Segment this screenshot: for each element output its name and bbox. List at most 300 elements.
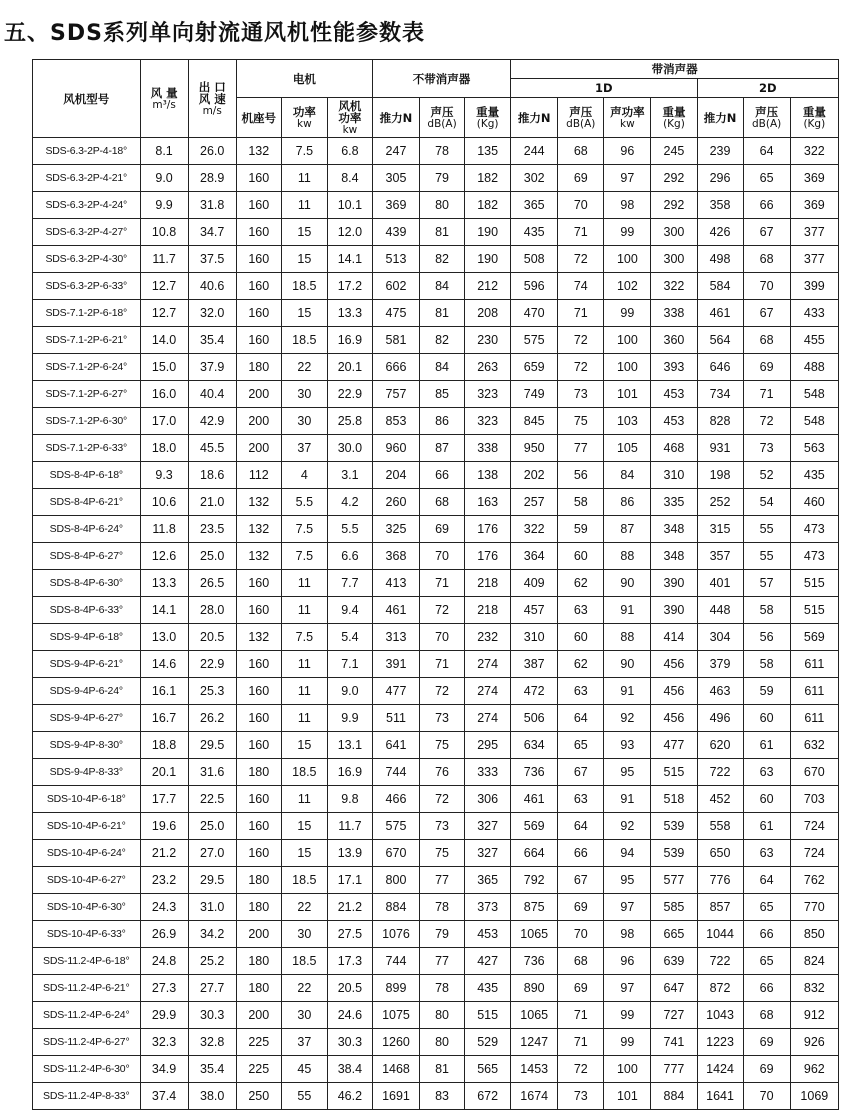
cell-spl-1d: 62 xyxy=(558,651,604,678)
cell-weight-0d: 274 xyxy=(465,678,511,705)
cell-weight-2d: 770 xyxy=(790,894,838,921)
cell-thrust-1d: 575 xyxy=(511,327,558,354)
cell-velocity: 45.5 xyxy=(188,435,236,462)
cell-motor-power: 15 xyxy=(281,300,327,327)
cell-velocity: 32.8 xyxy=(188,1029,236,1056)
cell-weight-1d: 348 xyxy=(651,543,697,570)
cell-thrust-2d: 252 xyxy=(697,489,743,516)
table-row xyxy=(33,489,839,516)
cell-motor-frame: 180 xyxy=(236,948,281,975)
cell-spl-2d: 58 xyxy=(743,597,790,624)
cell-model: SDS-7.1-2P-6-18° xyxy=(33,300,141,327)
cell-velocity: 28.9 xyxy=(188,165,236,192)
cell-sound-power-1d: 100 xyxy=(604,246,651,273)
cell-thrust-0d: 413 xyxy=(372,570,419,597)
cell-motor-frame: 180 xyxy=(236,975,281,1002)
cell-thrust-1d: 244 xyxy=(511,138,558,165)
cell-velocity: 31.0 xyxy=(188,894,236,921)
cell-thrust-2d: 357 xyxy=(697,543,743,570)
cell-model: SDS-8-4P-6-33° xyxy=(33,597,141,624)
cell-sound-power-1d: 88 xyxy=(604,624,651,651)
cell-weight-2d: 473 xyxy=(790,543,838,570)
cell-thrust-2d: 463 xyxy=(697,678,743,705)
table-row xyxy=(33,1002,839,1029)
cell-velocity: 31.6 xyxy=(188,759,236,786)
cell-weight-0d: 306 xyxy=(465,786,511,813)
cell-spl-1d: 66 xyxy=(558,840,604,867)
cell-motor-frame: 160 xyxy=(236,840,281,867)
cell-motor-frame: 132 xyxy=(236,489,281,516)
header-velocity-label: 出 口 风 速 xyxy=(198,79,226,106)
cell-flow: 26.9 xyxy=(140,921,188,948)
cell-spl-0d: 84 xyxy=(420,354,465,381)
cell-flow: 8.1 xyxy=(140,138,188,165)
cell-fan-power: 30.3 xyxy=(327,1029,372,1056)
cell-model: SDS-6.3-2P-6-33° xyxy=(33,273,141,300)
table-row xyxy=(33,705,839,732)
cell-weight-1d: 292 xyxy=(651,165,697,192)
table-row xyxy=(33,948,839,975)
header-thrust-1d: 推力N xyxy=(511,98,558,138)
cell-velocity: 26.0 xyxy=(188,138,236,165)
cell-motor-power: 11 xyxy=(281,192,327,219)
cell-weight-2d: 832 xyxy=(790,975,838,1002)
cell-motor-power: 7.5 xyxy=(281,543,327,570)
cell-sound-power-1d: 94 xyxy=(604,840,651,867)
cell-motor-frame: 225 xyxy=(236,1029,281,1056)
cell-spl-1d: 67 xyxy=(558,759,604,786)
cell-weight-2d: 322 xyxy=(790,138,838,165)
cell-model: SDS-10-4P-6-30° xyxy=(33,894,141,921)
header-spl-0d xyxy=(420,98,465,138)
cell-weight-0d: 515 xyxy=(465,1002,511,1029)
cell-spl-0d: 82 xyxy=(420,246,465,273)
cell-flow: 9.9 xyxy=(140,192,188,219)
cell-thrust-1d: 506 xyxy=(511,705,558,732)
cell-motor-frame: 132 xyxy=(236,516,281,543)
cell-weight-1d: 360 xyxy=(651,327,697,354)
cell-fan-power: 11.7 xyxy=(327,813,372,840)
cell-model: SDS-10-4P-6-33° xyxy=(33,921,141,948)
cell-spl-0d: 73 xyxy=(420,705,465,732)
cell-spl-2d: 57 xyxy=(743,570,790,597)
cell-motor-frame: 200 xyxy=(236,435,281,462)
cell-spl-1d: 71 xyxy=(558,1002,604,1029)
cell-weight-0d: 323 xyxy=(465,381,511,408)
header-sound-power-1d-unit: kw xyxy=(620,117,635,130)
header-spl-2d xyxy=(743,98,790,138)
cell-fan-power: 25.8 xyxy=(327,408,372,435)
cell-model: SDS-11.2-4P-6-21° xyxy=(33,975,141,1002)
cell-sound-power-1d: 96 xyxy=(604,138,651,165)
cell-thrust-0d: 1691 xyxy=(372,1083,419,1110)
cell-weight-0d: 323 xyxy=(465,408,511,435)
table-row xyxy=(33,1029,839,1056)
cell-spl-1d: 63 xyxy=(558,597,604,624)
cell-sound-power-1d: 101 xyxy=(604,1083,651,1110)
cell-thrust-1d: 202 xyxy=(511,462,558,489)
cell-thrust-1d: 1674 xyxy=(511,1083,558,1110)
cell-weight-1d: 884 xyxy=(651,1083,697,1110)
cell-sound-power-1d: 87 xyxy=(604,516,651,543)
cell-thrust-1d: 950 xyxy=(511,435,558,462)
cell-spl-2d: 60 xyxy=(743,705,790,732)
cell-fan-power: 9.9 xyxy=(327,705,372,732)
cell-weight-2d: 926 xyxy=(790,1029,838,1056)
cell-fan-power: 14.1 xyxy=(327,246,372,273)
cell-spl-1d: 72 xyxy=(558,327,604,354)
cell-spl-2d: 63 xyxy=(743,840,790,867)
cell-model: SDS-11.2-4P-8-33° xyxy=(33,1083,141,1110)
cell-velocity: 18.6 xyxy=(188,462,236,489)
cell-spl-2d: 55 xyxy=(743,543,790,570)
cell-motor-frame: 112 xyxy=(236,462,281,489)
cell-motor-power: 30 xyxy=(281,921,327,948)
cell-thrust-2d: 304 xyxy=(697,624,743,651)
cell-model: SDS-7.1-2P-6-30° xyxy=(33,408,141,435)
cell-spl-1d: 68 xyxy=(558,138,604,165)
cell-spl-1d: 70 xyxy=(558,192,604,219)
cell-thrust-0d: 439 xyxy=(372,219,419,246)
cell-thrust-1d: 736 xyxy=(511,948,558,975)
cell-flow: 13.3 xyxy=(140,570,188,597)
cell-weight-1d: 335 xyxy=(651,489,697,516)
table-row xyxy=(33,300,839,327)
cell-spl-2d: 64 xyxy=(743,138,790,165)
cell-fan-power: 6.8 xyxy=(327,138,372,165)
cell-thrust-1d: 875 xyxy=(511,894,558,921)
cell-weight-1d: 727 xyxy=(651,1002,697,1029)
table-row xyxy=(33,462,839,489)
cell-weight-1d: 348 xyxy=(651,516,697,543)
cell-spl-2d: 61 xyxy=(743,813,790,840)
cell-weight-2d: 433 xyxy=(790,300,838,327)
header-sound-power-1d-label: 声功率 xyxy=(610,104,645,119)
table-row xyxy=(33,894,839,921)
header-weight-1d xyxy=(651,98,697,138)
cell-velocity: 25.0 xyxy=(188,813,236,840)
cell-spl-0d: 78 xyxy=(420,894,465,921)
cell-motor-frame: 160 xyxy=(236,813,281,840)
cell-motor-frame: 160 xyxy=(236,327,281,354)
cell-thrust-0d: 744 xyxy=(372,759,419,786)
cell-sound-power-1d: 100 xyxy=(604,354,651,381)
cell-weight-1d: 414 xyxy=(651,624,697,651)
cell-flow: 29.9 xyxy=(140,1002,188,1029)
header-group-2d: 2D xyxy=(697,79,839,98)
cell-motor-power: 5.5 xyxy=(281,489,327,516)
cell-fan-power: 21.2 xyxy=(327,894,372,921)
cell-thrust-1d: 792 xyxy=(511,867,558,894)
header-motor-power xyxy=(281,98,327,138)
cell-spl-2d: 68 xyxy=(743,327,790,354)
cell-motor-power: 37 xyxy=(281,1029,327,1056)
cell-motor-frame: 180 xyxy=(236,867,281,894)
cell-thrust-2d: 558 xyxy=(697,813,743,840)
cell-motor-frame: 160 xyxy=(236,786,281,813)
cell-thrust-1d: 435 xyxy=(511,219,558,246)
cell-thrust-0d: 744 xyxy=(372,948,419,975)
cell-spl-1d: 70 xyxy=(558,921,604,948)
cell-sound-power-1d: 103 xyxy=(604,408,651,435)
cell-thrust-1d: 890 xyxy=(511,975,558,1002)
cell-weight-2d: 1069 xyxy=(790,1083,838,1110)
cell-spl-1d: 71 xyxy=(558,300,604,327)
cell-flow: 14.0 xyxy=(140,327,188,354)
cell-weight-2d: 724 xyxy=(790,813,838,840)
cell-weight-1d: 647 xyxy=(651,975,697,1002)
cell-spl-1d: 74 xyxy=(558,273,604,300)
cell-flow: 18.8 xyxy=(140,732,188,759)
cell-weight-1d: 539 xyxy=(651,813,697,840)
cell-thrust-2d: 1044 xyxy=(697,921,743,948)
cell-flow: 15.0 xyxy=(140,354,188,381)
cell-sound-power-1d: 91 xyxy=(604,597,651,624)
cell-motor-power: 11 xyxy=(281,570,327,597)
cell-model: SDS-7.1-2P-6-24° xyxy=(33,354,141,381)
cell-motor-frame: 160 xyxy=(236,678,281,705)
header-thrust-0d: 推力N xyxy=(372,98,419,138)
cell-flow: 9.0 xyxy=(140,165,188,192)
cell-thrust-2d: 1043 xyxy=(697,1002,743,1029)
cell-spl-2d: 70 xyxy=(743,1083,790,1110)
cell-sound-power-1d: 88 xyxy=(604,543,651,570)
cell-motor-power: 22 xyxy=(281,975,327,1002)
cell-weight-2d: 399 xyxy=(790,273,838,300)
cell-spl-1d: 62 xyxy=(558,570,604,597)
cell-sound-power-1d: 92 xyxy=(604,813,651,840)
cell-spl-0d: 72 xyxy=(420,678,465,705)
cell-weight-2d: 703 xyxy=(790,786,838,813)
cell-spl-0d: 70 xyxy=(420,624,465,651)
cell-model: SDS-7.1-2P-6-33° xyxy=(33,435,141,462)
cell-sound-power-1d: 93 xyxy=(604,732,651,759)
cell-sound-power-1d: 96 xyxy=(604,948,651,975)
cell-weight-1d: 585 xyxy=(651,894,697,921)
header-weight-0d-unit: (Kg) xyxy=(476,117,499,130)
cell-spl-2d: 55 xyxy=(743,516,790,543)
cell-motor-power: 55 xyxy=(281,1083,327,1110)
cell-weight-1d: 300 xyxy=(651,246,697,273)
cell-weight-0d: 135 xyxy=(465,138,511,165)
cell-motor-frame: 132 xyxy=(236,543,281,570)
cell-thrust-2d: 734 xyxy=(697,381,743,408)
cell-spl-2d: 69 xyxy=(743,1029,790,1056)
cell-spl-1d: 73 xyxy=(558,381,604,408)
cell-spl-2d: 58 xyxy=(743,651,790,678)
cell-model: SDS-11.2-4P-6-24° xyxy=(33,1002,141,1029)
cell-spl-1d: 59 xyxy=(558,516,604,543)
cell-model: SDS-10-4P-6-24° xyxy=(33,840,141,867)
cell-sound-power-1d: 90 xyxy=(604,651,651,678)
cell-velocity: 25.3 xyxy=(188,678,236,705)
cell-thrust-2d: 379 xyxy=(697,651,743,678)
header-motor: 电机 xyxy=(236,60,372,98)
cell-weight-0d: 427 xyxy=(465,948,511,975)
cell-spl-2d: 65 xyxy=(743,894,790,921)
cell-thrust-1d: 664 xyxy=(511,840,558,867)
cell-spl-0d: 73 xyxy=(420,813,465,840)
cell-weight-0d: 274 xyxy=(465,705,511,732)
cell-weight-2d: 912 xyxy=(790,1002,838,1029)
cell-fan-power: 7.7 xyxy=(327,570,372,597)
table-row xyxy=(33,1056,839,1083)
cell-fan-power: 9.0 xyxy=(327,678,372,705)
cell-motor-frame: 132 xyxy=(236,624,281,651)
cell-weight-1d: 539 xyxy=(651,840,697,867)
cell-model: SDS-10-4P-6-27° xyxy=(33,867,141,894)
cell-weight-0d: 176 xyxy=(465,543,511,570)
cell-sound-power-1d: 99 xyxy=(604,1002,651,1029)
cell-sound-power-1d: 101 xyxy=(604,381,651,408)
header-no-silencer: 不带消声器 xyxy=(372,60,510,98)
cell-velocity: 31.8 xyxy=(188,192,236,219)
cell-spl-1d: 58 xyxy=(558,489,604,516)
table-row xyxy=(33,975,839,1002)
cell-thrust-1d: 1065 xyxy=(511,921,558,948)
cell-thrust-1d: 257 xyxy=(511,489,558,516)
cell-thrust-2d: 646 xyxy=(697,354,743,381)
cell-spl-2d: 61 xyxy=(743,732,790,759)
cell-fan-power: 7.1 xyxy=(327,651,372,678)
cell-flow: 16.7 xyxy=(140,705,188,732)
header-weight-1d-label: 重量 xyxy=(662,104,686,119)
cell-sound-power-1d: 97 xyxy=(604,894,651,921)
cell-motor-power: 11 xyxy=(281,597,327,624)
cell-thrust-1d: 322 xyxy=(511,516,558,543)
cell-weight-1d: 300 xyxy=(651,219,697,246)
cell-weight-2d: 724 xyxy=(790,840,838,867)
cell-thrust-0d: 853 xyxy=(372,408,419,435)
cell-sound-power-1d: 100 xyxy=(604,327,651,354)
cell-motor-frame: 180 xyxy=(236,894,281,921)
cell-spl-2d: 63 xyxy=(743,759,790,786)
cell-model: SDS-6.3-2P-4-27° xyxy=(33,219,141,246)
cell-model: SDS-11.2-4P-6-30° xyxy=(33,1056,141,1083)
cell-weight-1d: 390 xyxy=(651,570,697,597)
cell-motor-frame: 200 xyxy=(236,921,281,948)
cell-velocity: 21.0 xyxy=(188,489,236,516)
cell-motor-power: 7.5 xyxy=(281,138,327,165)
header-velocity-unit: m/s xyxy=(202,104,222,117)
cell-thrust-0d: 575 xyxy=(372,813,419,840)
cell-spl-1d: 69 xyxy=(558,894,604,921)
cell-thrust-0d: 800 xyxy=(372,867,419,894)
cell-sound-power-1d: 95 xyxy=(604,867,651,894)
cell-weight-1d: 453 xyxy=(651,408,697,435)
cell-weight-2d: 548 xyxy=(790,381,838,408)
cell-flow: 27.3 xyxy=(140,975,188,1002)
cell-thrust-1d: 472 xyxy=(511,678,558,705)
cell-spl-1d: 75 xyxy=(558,408,604,435)
cell-flow: 11.8 xyxy=(140,516,188,543)
header-spl-1d-unit: dB(A) xyxy=(566,117,596,130)
cell-thrust-1d: 659 xyxy=(511,354,558,381)
cell-model: SDS-10-4P-6-18° xyxy=(33,786,141,813)
cell-weight-0d: 435 xyxy=(465,975,511,1002)
header-weight-1d-unit: (Kg) xyxy=(663,117,685,130)
table-row xyxy=(33,678,839,705)
cell-thrust-2d: 239 xyxy=(697,138,743,165)
cell-fan-power: 27.5 xyxy=(327,921,372,948)
cell-thrust-1d: 387 xyxy=(511,651,558,678)
cell-weight-2d: 473 xyxy=(790,516,838,543)
cell-velocity: 37.5 xyxy=(188,246,236,273)
cell-weight-1d: 310 xyxy=(651,462,697,489)
header-thrust-2d: 推力N xyxy=(697,98,743,138)
cell-velocity: 28.0 xyxy=(188,597,236,624)
cell-motor-power: 11 xyxy=(281,165,327,192)
cell-velocity: 40.6 xyxy=(188,273,236,300)
cell-fan-power: 9.4 xyxy=(327,597,372,624)
cell-motor-power: 45 xyxy=(281,1056,327,1083)
cell-fan-power: 46.2 xyxy=(327,1083,372,1110)
cell-spl-0d: 72 xyxy=(420,597,465,624)
cell-thrust-0d: 369 xyxy=(372,192,419,219)
cell-velocity: 37.9 xyxy=(188,354,236,381)
cell-thrust-0d: 641 xyxy=(372,732,419,759)
header-velocity xyxy=(188,60,236,138)
cell-motor-power: 18.5 xyxy=(281,759,327,786)
cell-model: SDS-9-4P-8-30° xyxy=(33,732,141,759)
cell-thrust-1d: 596 xyxy=(511,273,558,300)
cell-spl-2d: 69 xyxy=(743,354,790,381)
table-row xyxy=(33,597,839,624)
header-spl-1d xyxy=(558,98,604,138)
cell-motor-power: 7.5 xyxy=(281,624,327,651)
cell-flow: 16.1 xyxy=(140,678,188,705)
cell-flow: 21.2 xyxy=(140,840,188,867)
cell-thrust-2d: 1223 xyxy=(697,1029,743,1056)
cell-spl-0d: 78 xyxy=(420,975,465,1002)
cell-thrust-1d: 508 xyxy=(511,246,558,273)
cell-spl-2d: 54 xyxy=(743,489,790,516)
cell-weight-2d: 488 xyxy=(790,354,838,381)
table-row xyxy=(33,516,839,543)
cell-weight-0d: 274 xyxy=(465,651,511,678)
cell-motor-frame: 160 xyxy=(236,192,281,219)
cell-motor-power: 18.5 xyxy=(281,327,327,354)
cell-spl-0d: 77 xyxy=(420,867,465,894)
cell-thrust-1d: 470 xyxy=(511,300,558,327)
cell-thrust-0d: 466 xyxy=(372,786,419,813)
cell-fan-power: 6.6 xyxy=(327,543,372,570)
cell-weight-0d: 190 xyxy=(465,246,511,273)
cell-flow: 10.8 xyxy=(140,219,188,246)
cell-flow: 12.7 xyxy=(140,300,188,327)
cell-motor-power: 11 xyxy=(281,678,327,705)
header-spl-1d-label: 声压 xyxy=(569,104,593,119)
cell-motor-frame: 160 xyxy=(236,300,281,327)
cell-sound-power-1d: 91 xyxy=(604,678,651,705)
cell-flow: 23.2 xyxy=(140,867,188,894)
table-row xyxy=(33,138,839,165)
table-row xyxy=(33,867,839,894)
cell-weight-0d: 365 xyxy=(465,867,511,894)
table-row xyxy=(33,840,839,867)
cell-velocity: 23.5 xyxy=(188,516,236,543)
cell-motor-frame: 250 xyxy=(236,1083,281,1110)
table-row xyxy=(33,327,839,354)
cell-motor-frame: 200 xyxy=(236,381,281,408)
cell-weight-0d: 176 xyxy=(465,516,511,543)
cell-thrust-1d: 736 xyxy=(511,759,558,786)
cell-flow: 10.6 xyxy=(140,489,188,516)
table-row xyxy=(33,732,839,759)
cell-spl-2d: 69 xyxy=(743,1056,790,1083)
cell-sound-power-1d: 97 xyxy=(604,165,651,192)
cell-model: SDS-8-4P-6-27° xyxy=(33,543,141,570)
